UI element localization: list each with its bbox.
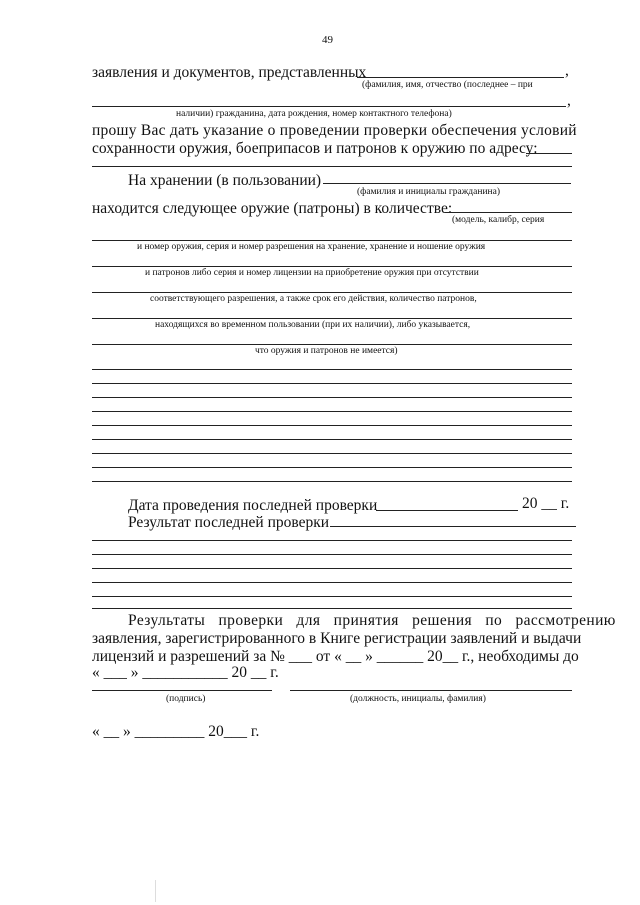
blank-line[interactable] (92, 596, 572, 597)
blank-line[interactable] (92, 411, 572, 412)
blank-line[interactable] (92, 582, 572, 583)
text-last-check-result: Результат последней проверки (128, 514, 330, 531)
fill-line-weapon[interactable] (445, 212, 572, 213)
fill-line-weapon-4[interactable] (92, 292, 572, 293)
blank-line[interactable] (92, 540, 572, 541)
text-date: « __ » _________ 20___ г. (92, 723, 260, 740)
text-registered: заявления, зарегистрированного в Книге регистрации заявлений и выдачи (92, 630, 582, 647)
text-results: Результаты проверки для принятия решения по рассмотрению (128, 612, 616, 629)
text-address: сохранности оружия, боеприпасов и патронов к оружию по адресу: (92, 140, 538, 157)
label-position: (должность, инициалы, фамилия) (350, 694, 486, 704)
signature-line[interactable] (92, 690, 272, 691)
note-serial: и номер оружия, серия и номер разрешения на хранение, хранение и ношение оружия (137, 242, 486, 252)
fill-line-last-check-date[interactable] (376, 510, 518, 511)
page-number: 49 (322, 34, 333, 46)
fill-line-weapon-6[interactable] (92, 344, 572, 345)
fill-line-address-2[interactable] (92, 166, 572, 167)
note-fio: (фамилия, имя, отчество (последнее – при (362, 80, 533, 90)
note-birth-phone: наличии) гражданина, дата рождения, номер контактного телефона) (176, 109, 452, 119)
blank-line[interactable] (92, 369, 572, 370)
text-storage: На хранении (в пользовании) (128, 172, 322, 189)
text-licenses: лицензий и разрешений за № ___ от « __ » ______ 20__ г., необходимы до (92, 648, 579, 665)
text-weapon: находится следующее оружие (патроны) в количестве: (92, 200, 453, 217)
text-deadline: « ___ » ___________ 20 __ г. (92, 664, 279, 681)
note-license: и патронов либо серия и номер лицензии на приобретение оружия при отсутствии (145, 268, 479, 278)
fill-line-weapon-5[interactable] (92, 318, 572, 319)
blank-line[interactable] (92, 439, 572, 440)
comma-2: , (567, 92, 571, 109)
blank-line[interactable] (92, 554, 572, 555)
note-citizen: (фамилия и инициалы гражданина) (357, 187, 500, 197)
comma: , (565, 62, 569, 79)
position-line[interactable] (290, 690, 572, 691)
scan-mark (155, 880, 156, 902)
fill-line-last-check-result[interactable] (330, 526, 576, 527)
text-request: прошу Вас дать указание о проведении проверки обеспечения условий (92, 122, 577, 139)
text-statement-documents: заявления и документов, представленных (92, 64, 367, 81)
note-temporary: находящихся во временном пользовании (при их наличии), либо указывается, (155, 320, 471, 330)
note-none: что оружия и патронов не имеется) (255, 346, 398, 356)
text-last-check-date: Дата проведения последней проверки (128, 497, 378, 514)
text-year: 20 __ г. (522, 495, 570, 512)
note-validity: соответствующего разрешения, а также срок его действия, количество патронов, (150, 294, 477, 304)
blank-line[interactable] (92, 425, 572, 426)
blank-line[interactable] (92, 481, 572, 482)
fill-line-citizen[interactable] (323, 183, 571, 184)
fill-line-applicant[interactable] (357, 77, 564, 78)
blank-line[interactable] (92, 608, 572, 609)
blank-line[interactable] (92, 383, 572, 384)
note-model: (модель, калибр, серия (452, 215, 545, 225)
blank-line[interactable] (92, 397, 572, 398)
fill-line-weapon-2[interactable] (92, 240, 572, 241)
fill-line-applicant-2[interactable] (92, 106, 566, 107)
fill-line-weapon-3[interactable] (92, 266, 572, 267)
label-signature: (подпись) (166, 694, 206, 704)
blank-line[interactable] (92, 467, 572, 468)
blank-line[interactable] (92, 568, 572, 569)
fill-line-address[interactable] (526, 153, 572, 154)
blank-line[interactable] (92, 453, 572, 454)
